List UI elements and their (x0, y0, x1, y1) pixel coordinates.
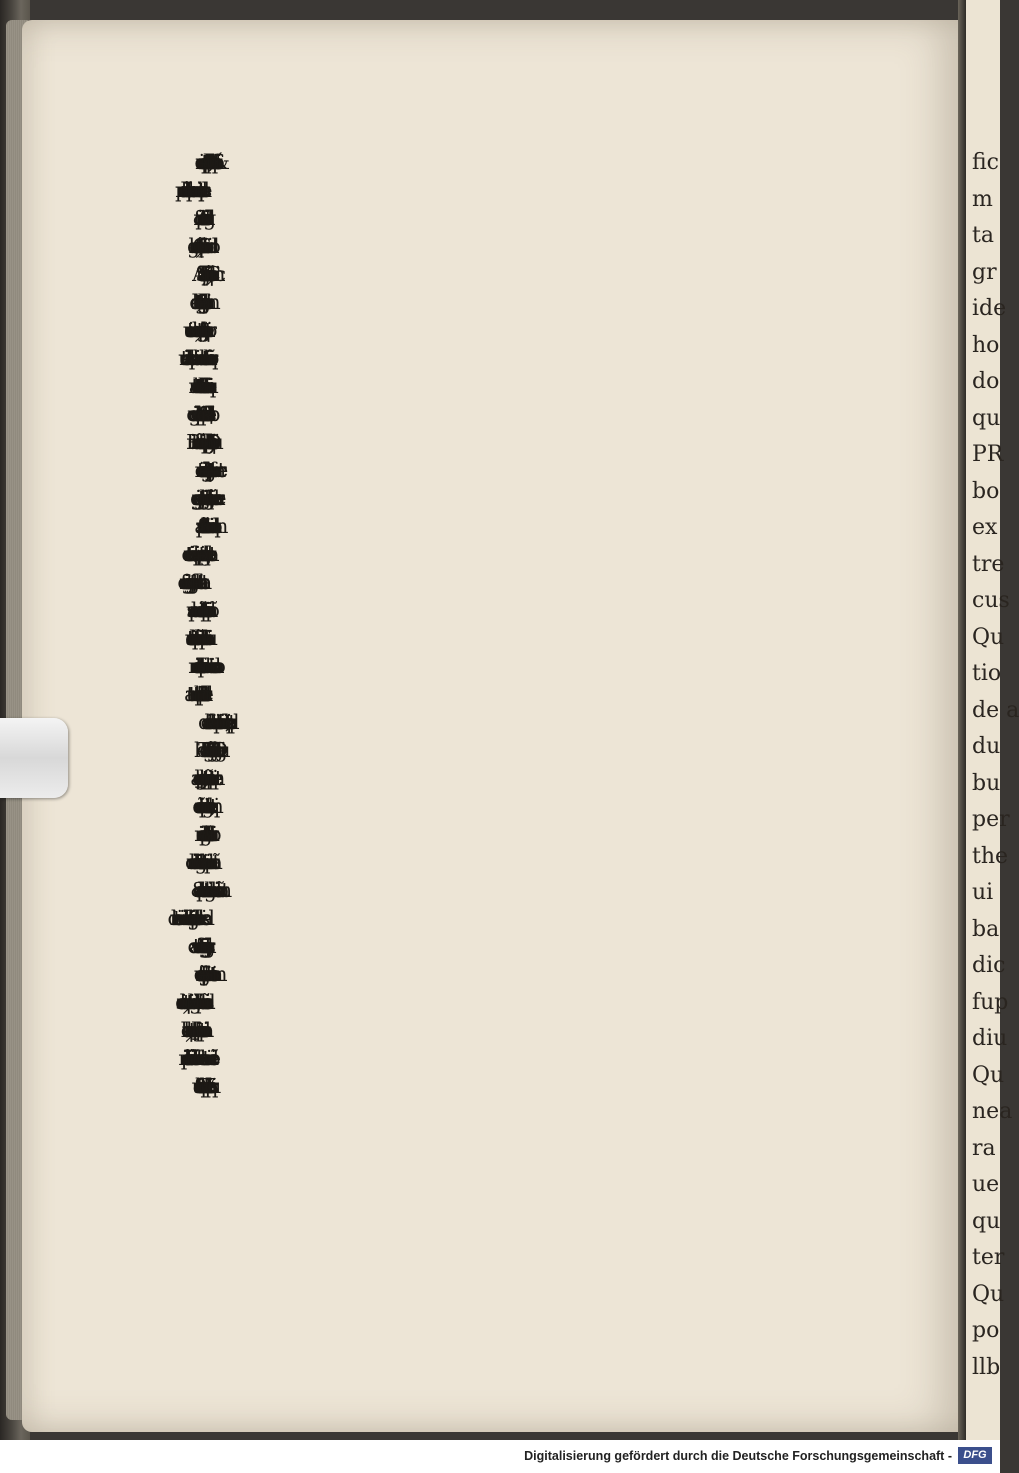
facing-page-fragment: per (972, 807, 1010, 832)
text-line (198, 540, 898, 568)
facing-page (966, 0, 1019, 1440)
text-line: scilicet ꝙ uiuebat secundum regulam aplicam ab omnibus cõceditur (198, 990, 199, 1014)
text-line (198, 316, 898, 344)
text-line: cur deus illud aug.prohibuit.Dici potest ꝙ triplici de cã fuit.Primo (198, 430, 199, 454)
text-line (198, 204, 898, 232)
text-line (198, 372, 898, 400)
text-line (198, 176, 898, 204)
text-line (198, 652, 898, 680)
facing-page-fragment: po (972, 1318, 1000, 1343)
text-line: donum perditum esset:quod utiq; fuisset:si anachaorita fuisset. (198, 710, 199, 734)
facing-page-fragment: ter (972, 1245, 1005, 1270)
text-line: ne prohibuit sibi talem strictam solitudinem.Tertiõ ratio quia cum (198, 626, 199, 650)
facing-page-fragment: ide (972, 296, 1007, 321)
text-line (198, 512, 898, 540)
text-line (198, 232, 898, 260)
facing-page-fragment: ue (972, 1172, 1000, 1197)
text-line (198, 680, 898, 708)
facing-page-fragment: Qu (972, 624, 1005, 650)
text-line: expertus:ne quouis mõ sibi daretur occasio lapsus ex summa dilectõ (198, 598, 199, 622)
facing-page-fragment: qu (972, 1208, 1001, 1234)
text-line (198, 148, 898, 176)
facing-page-fragment: do (972, 369, 1000, 394)
text-line (198, 960, 898, 988)
facing-page-fragment: the (972, 843, 1009, 869)
facing-page-fragment: ta (972, 223, 994, 248)
facing-page-fragment: ho (972, 332, 1000, 358)
dfg-logo: DFG (958, 1447, 992, 1464)
text-line: nunq̃ fuit heremita anachaorita:licet talem solitudinem sepenumero (198, 346, 209, 370)
text-line (198, 456, 898, 484)
facing-page-fragment: m (972, 186, 993, 212)
facing-page-fragment: gr (972, 259, 997, 285)
facing-page-fragment: tio (972, 661, 1002, 686)
facing-page-fragment: diu (972, 1026, 1008, 1051)
facing-page-fragment: ba (972, 916, 1000, 942)
facing-page-fragment: Qu (972, 1281, 1005, 1307)
text-line (198, 764, 898, 792)
facing-page-fragment: dic (972, 953, 1006, 978)
facing-page-fragment: Qu (972, 1062, 1005, 1088)
facing-page-fragment: fup (972, 989, 1009, 1015)
text-line (198, 1016, 898, 1044)
facing-page-fragment: ui (972, 880, 994, 905)
main-text-block (198, 148, 898, 1100)
facing-page-fragment: cus (972, 588, 1010, 613)
facing-page-fragment: fic (972, 150, 999, 175)
digitization-notice: Digitalisierung gefördert durch die Deutsche Forschungsgemeinschaft - (524, 1449, 952, 1463)
page-clip (0, 718, 68, 798)
text-line: te cõclusionis:quia canonicus regularis non est heremita: neq; est in (198, 794, 199, 818)
facing-page-fragment: bo (972, 478, 1000, 504)
facing-page-fragment: du (972, 734, 1001, 759)
facing-page-fragment: tre (972, 551, 1005, 577)
text-line (198, 904, 898, 932)
text-line: TERTIO arguitur sic:aug.fuit canonicus regularis:ergo nõ fuit he (198, 738, 199, 762)
facing-page-fragment: qu (972, 405, 1001, 431)
facing-page-fragment: de a (972, 697, 1019, 723)
text-line (198, 1072, 898, 1100)
text-line: gere & gubernare alios:ut postea diligentius gregem regeret.quẽ sibi (198, 486, 199, 510)
facing-page-fragment: PR (972, 442, 1004, 467)
facing-page-fragment: llb (972, 1354, 1001, 1380)
text-line (198, 876, 898, 904)
text-line (198, 260, 898, 288)
text-line (198, 288, 898, 316)
facing-page-fragment: ex (972, 515, 998, 540)
text-line (198, 848, 898, 876)
facing-page-fragment: bu (972, 770, 1001, 796)
text-line: dutus cuculla nigra:sed tunica linea:ans̃ probatur sic:idem erat habi (198, 822, 208, 846)
text-line: dicti sunt canonici regulares:igitur aug . fuit canonicus regularis: ar (198, 934, 199, 958)
facing-page-fragment: nea (972, 1099, 1013, 1124)
text-line: bati fuerunt in congregatione:& aug.nondum erat tantum rigorem (198, 570, 199, 594)
facing-page-fragment: ra (972, 1135, 996, 1161)
text-line (198, 400, 898, 428)
text-line (198, 1044, 898, 1072)
